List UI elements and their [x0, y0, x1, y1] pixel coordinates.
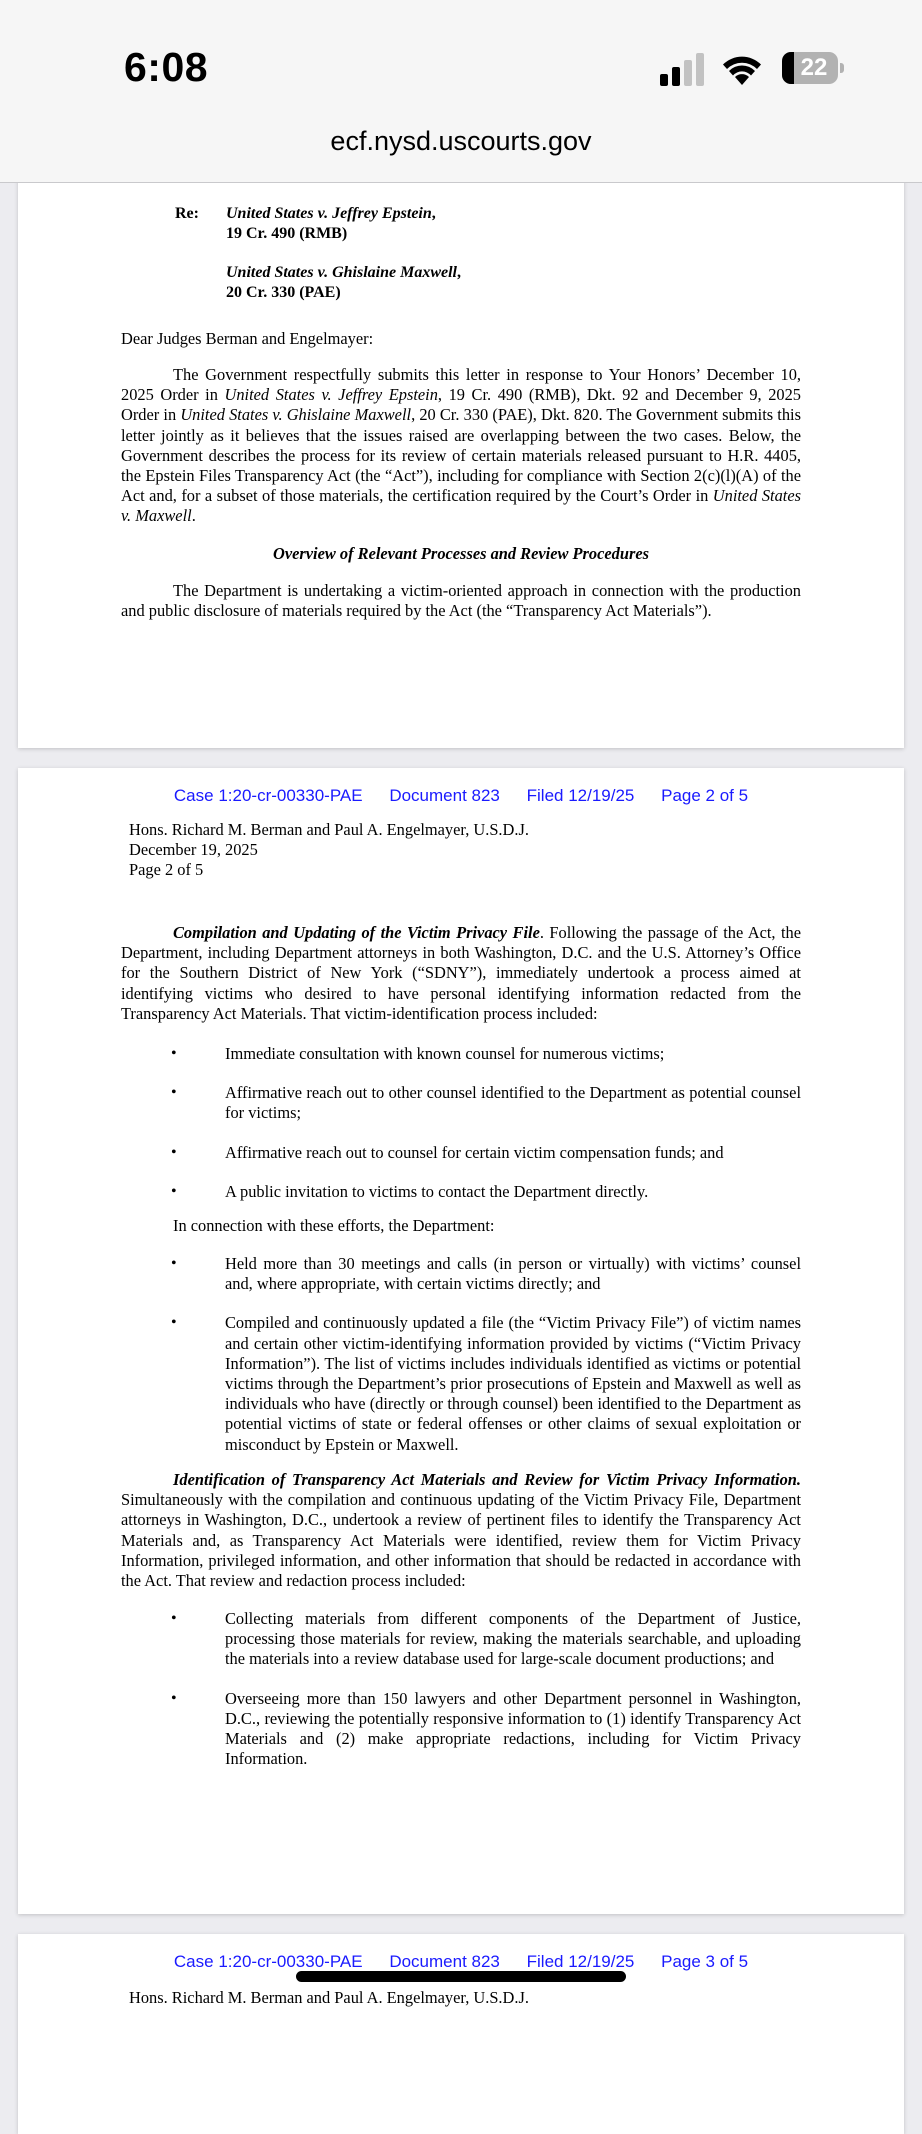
text-run: , 19 Cr. 490 (RMB), Dkt. 92 and December 9, 2025 Order in: [121, 385, 801, 425]
text-run: The Government respectfully submits this letter in response to Your Honors’ December 10, 2025 Order in: [121, 365, 801, 405]
list-item: [121, 1254, 801, 1294]
url-bar[interactable]: ecf.nysd.uscourts.gov: [330, 126, 592, 156]
home-indicator[interactable]: [296, 1971, 626, 1982]
letterhead-page: Page 2 of 5: [129, 860, 204, 879]
bullet-icon: •: [171, 1610, 177, 1627]
section-heading: Overview of Relevant Processes and Review Procedures: [273, 544, 649, 563]
ecf-document-number: Document 823: [389, 1952, 500, 1971]
case-suffix: ,: [456, 264, 461, 281]
letterhead-addressee: Hons. Richard M. Berman and Paul A. Engelmayer, U.S.D.J.: [129, 1988, 529, 2007]
ecf-page-number: Page 2 of 5: [661, 786, 749, 805]
battery-percent: 22: [800, 54, 828, 81]
text-run: .: [191, 506, 196, 526]
bullet-icon: •: [171, 1045, 177, 1062]
case-citation: United States v. Jeffrey Epstein: [224, 385, 438, 405]
re-label: Re:: [175, 205, 199, 222]
bullet-icon: •: [171, 1143, 177, 1161]
battery-icon: [782, 52, 838, 84]
case-citation: United States v. Maxwell: [121, 486, 801, 526]
ecf-case-number: Case 1:20-cr-00330-PAE: [173, 1952, 363, 1971]
identification-body: Simultaneously with the compilation and continuous updating of the Victim Privacy File, Department attorneys in Washington, D.C., undertook a review of pertinent files to identify the Transparency Act Materials and, as Transparency Act Materials were identified, review them for Victim Privacy Information, privileged information, and other information that should be redacted in accordance with the Act. That review and redaction process included:: [121, 1490, 801, 1591]
list-item: [121, 1313, 801, 1454]
browser-top-bar: [0, 0, 922, 183]
intro-paragraph: [121, 365, 801, 527]
list-item: [121, 1609, 801, 1670]
compilation-body: . Following the passage of the Act, the Department, including Department attorneys in both Washington, D.C. and the U.S. Attorney’s Office for the Southern District of New York (“SDNY”), immediately undertook a process aimed at identifying victims who desired to have personal identifying information redacted from the Transparency Act Materials. That victim-identification process included:: [121, 923, 801, 1023]
identification-heading: Identification of Transparency Act Materials and Review for Victim Privacy Information.: [173, 1470, 801, 1489]
list-item: [121, 1143, 801, 1163]
list-item: [121, 1083, 801, 1123]
status-time: 6:08: [124, 44, 209, 90]
case-name: United States v. Ghislaine Maxwell: [226, 264, 457, 281]
ecf-filed-date: Filed 12/19/25: [526, 786, 635, 805]
ecf-header: [18, 786, 904, 806]
connection-line: In connection with these efforts, the Department:: [173, 1216, 495, 1235]
identification-paragraph: [121, 1470, 801, 1591]
list-item: [121, 1689, 801, 1770]
department-bullet-list: [121, 1254, 801, 1455]
case-reference-maxwell: [226, 263, 461, 303]
battery-tip: [840, 63, 844, 73]
ecf-case-number: Case 1:20-cr-00330-PAE: [173, 786, 363, 805]
review-bullet-list: [121, 1609, 801, 1769]
list-item-text: Immediate consultation with known counsel for numerous victims;: [225, 1044, 665, 1063]
process-bullet-list: [121, 1044, 801, 1202]
list-item-text: Affirmative reach out to counsel for certain victim compensation funds; and: [225, 1142, 724, 1162]
bullet-icon: •: [171, 1084, 177, 1102]
pdf-page-1: [18, 150, 904, 748]
list-item-text: Collecting materials from different components of the Department of Justice, processing those materials for review, making the materials searchable, and uploading the materials into a review database used for large-scale document productions; and: [225, 1609, 801, 1669]
ecf-page-number: Page 3 of 5: [661, 1952, 749, 1971]
letterhead-date: December 19, 2025: [129, 840, 258, 859]
case-citation: United States v. Ghislaine Maxwell: [180, 405, 412, 425]
pdf-page-3: [18, 1934, 904, 2134]
cellular-signal-icon: [660, 52, 710, 86]
case-reference-epstein: [226, 204, 436, 244]
letterhead-addressee: Hons. Richard M. Berman and Paul A. Engelmayer, U.S.D.J.: [129, 820, 529, 839]
bullet-icon: •: [171, 1314, 177, 1332]
pdf-page-2: [18, 768, 904, 1914]
bullet-icon: •: [171, 1689, 177, 1707]
list-item-text: Compiled and continuously updated a file (the “Victim Privacy File”) of victim names and certain other victim-identifying information provided by victims (“Victim Privacy Information”). The list of victims includes individuals identified as victims or potential victims through the Department’s prior prosecutions of Epstein and Maxwell as well as individuals who have (directly or through counsel) been identified to the Department as potential victims of state or federal offenses or other claims of sexual exploitation or misconduct by Epstein or Maxwell.: [225, 1313, 801, 1454]
list-item-text: Affirmative reach out to other counsel identified to the Department as potential counsel for victims;: [225, 1083, 801, 1123]
list-item-text: Overseeing more than 150 lawyers and other Department personnel in Washington, D.C., reviewing the potentially responsive information to (1) identify Transparency Act Materials and (2) make appropriate redactions, including for Victim Privacy Information.: [225, 1688, 801, 1769]
list-item-text: Held more than 30 meetings and calls (in person or virtually) with victims’ counsel and, where appropriate, with certain victims directly; and: [225, 1254, 801, 1294]
compilation-paragraph: [121, 923, 801, 1024]
list-item: [121, 1182, 801, 1202]
ecf-filed-date: Filed 12/19/25: [526, 1952, 635, 1971]
text-run: , 20 Cr. 330 (PAE), Dkt. 820. The Government submits this letter jointly as it believes that the issues raised are overlapping between the two cases. Below, the Government describes the process for its review of certain materials released pursuant to H.R. 4405, the Epstein Files Transparency Act (the “Act”), including for compliance with Section 2(c)(l)(A) of the Act and, for a subset of those materials, the certification required by the Court’s Order in: [121, 405, 801, 506]
ecf-document-number: Document 823: [389, 786, 500, 805]
case-name: United States v. Jeffrey Epstein: [226, 205, 432, 222]
case-number: 19 Cr. 490 (RMB): [226, 225, 348, 242]
ecf-header: [18, 1952, 904, 1972]
list-item: [121, 1044, 801, 1064]
case-number: 20 Cr. 330 (PAE): [226, 284, 341, 301]
salutation: Dear Judges Berman and Engelmayer:: [121, 329, 374, 348]
case-suffix: ,: [431, 205, 436, 222]
wifi-icon: [722, 54, 762, 86]
bullet-icon: •: [171, 1182, 177, 1200]
list-item-text: A public invitation to victims to contact the Department directly.: [225, 1181, 649, 1201]
bullet-icon: •: [171, 1255, 177, 1272]
letterhead: [129, 820, 529, 880]
compilation-heading: Compilation and Updating of the Victim Privacy File: [173, 923, 540, 942]
overview-paragraph: The Department is undertaking a victim-oriented approach in connection with the production and public disclosure of materials required by the Act (the “Transparency Act Materials”).: [121, 581, 801, 621]
